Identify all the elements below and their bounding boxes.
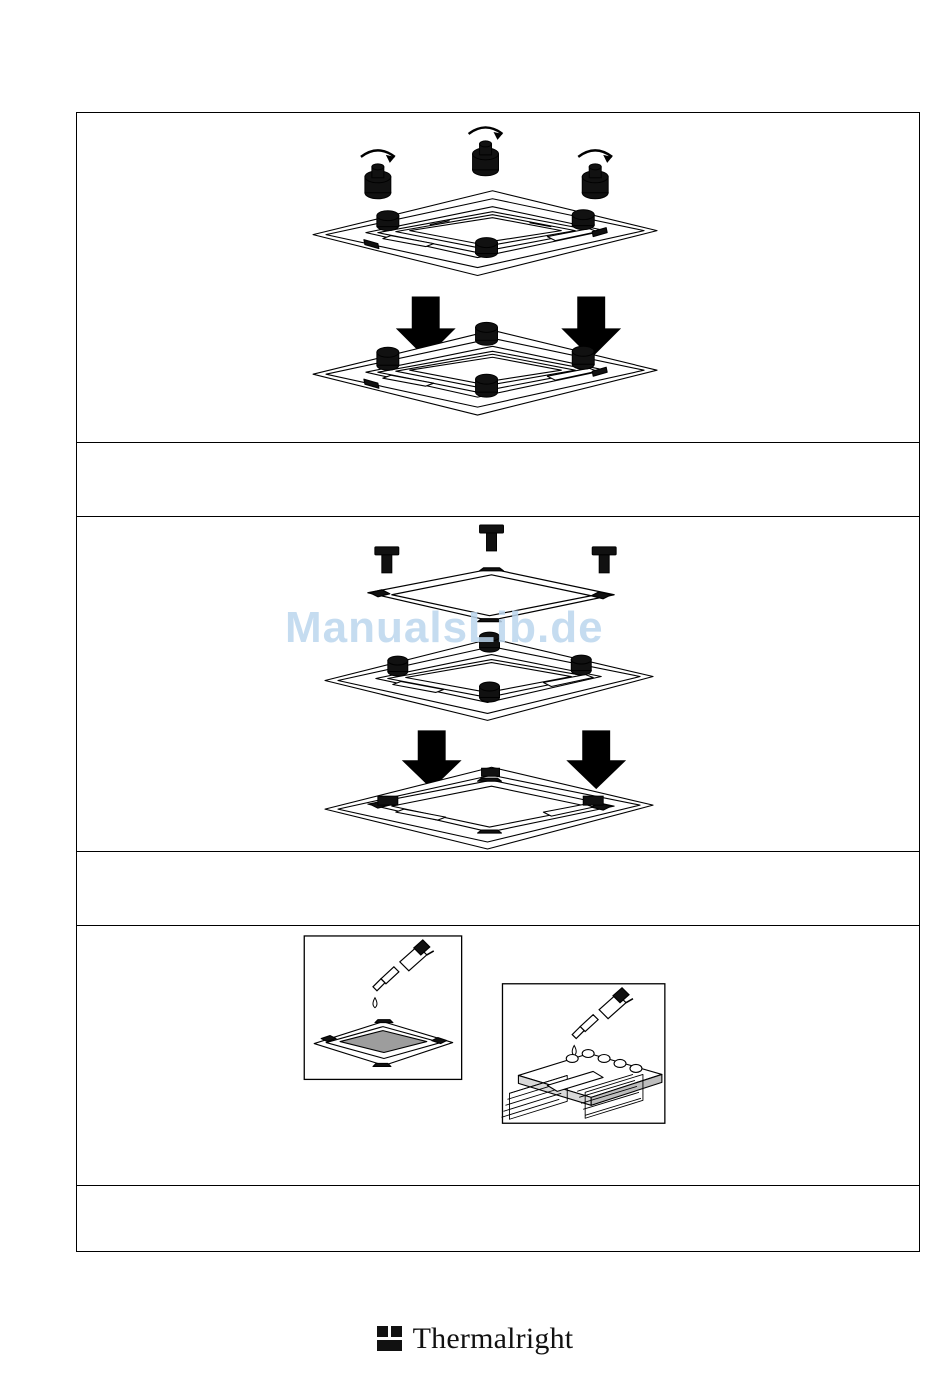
step-3-figure bbox=[77, 926, 919, 1186]
step-2-figure bbox=[77, 517, 919, 852]
brand-name: Thermalright bbox=[412, 1322, 574, 1355]
step-1-figure bbox=[77, 113, 919, 443]
step-2-caption bbox=[77, 852, 919, 926]
paste-on-cpu-panel bbox=[304, 936, 461, 1079]
step-3-caption bbox=[77, 1186, 919, 1252]
thermal-paste-application-diagram bbox=[77, 926, 919, 1185]
backplate-standoff-assembly-diagram bbox=[77, 113, 919, 442]
page-footer bbox=[0, 1322, 950, 1356]
step-1-caption bbox=[77, 443, 919, 517]
instruction-steps-table bbox=[76, 112, 920, 1252]
watermark: ManualsLib.de bbox=[285, 603, 604, 652]
mounting-bracket-screw-assembly-diagram bbox=[77, 517, 919, 851]
paste-on-heatsink-base-panel bbox=[501, 984, 664, 1123]
thermalright-logo bbox=[377, 1322, 574, 1356]
thermalright-logo-mark bbox=[377, 1326, 403, 1352]
